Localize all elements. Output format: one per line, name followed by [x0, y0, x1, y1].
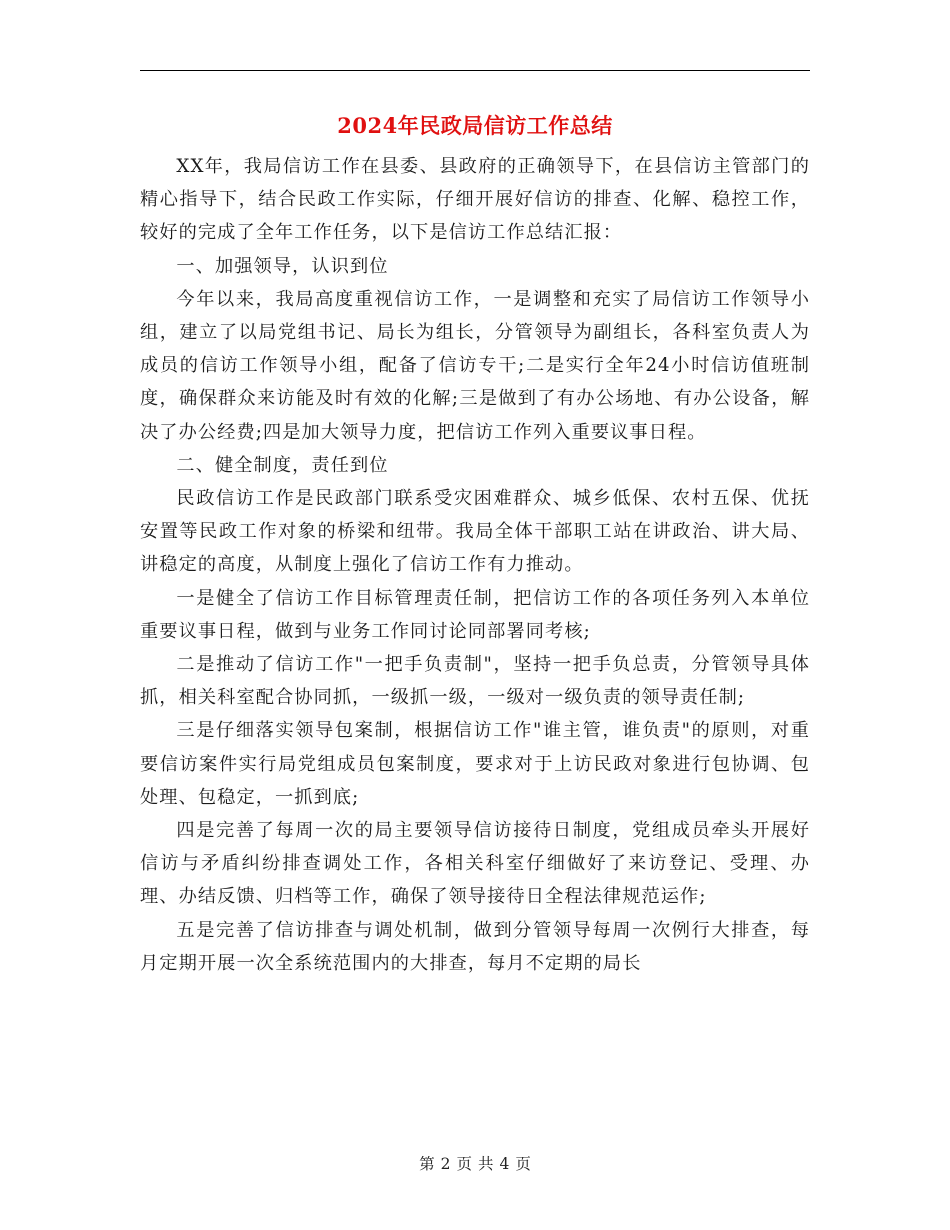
page-suffix: 页 — [515, 1155, 531, 1173]
document-title: 2024年民政局信访工作总结 — [337, 113, 613, 138]
paragraph-item-2: 二是推动了信访工作"一把手负责制"，坚持一把手负总责，分管领导具体抓，相关科室配合协同抓，一级抓一级，一级对一级负责的领导责任制; — [140, 654, 810, 709]
page-mid: 页 — [456, 1155, 472, 1173]
current-page-number: 2 — [440, 1155, 451, 1173]
header-rule — [140, 70, 810, 71]
total-page-count: 4 — [499, 1155, 510, 1173]
page-prefix: 第 — [419, 1155, 435, 1173]
paragraph-item-3: 三是仔细落实领导包案制，根据信访工作"谁主管，谁负责"的原则，对重要信访案件实行局党组成员包案制度，要求对于上访民政对象进行包协调、包处理、包稳定，一抓到底; — [140, 720, 810, 808]
document-body — [140, 150, 810, 980]
paragraph-item-1: 一是健全了信访工作目标管理责任制，把信访工作的各项任务列入本单位重要议事日程，做到与业务工作同讨论同部署同考核; — [140, 587, 810, 642]
page-footer — [0, 1152, 950, 1174]
section-heading-2: 二、健全制度，责任到位 — [176, 454, 389, 476]
paragraph-item-4: 四是完善了每周一次的局主要领导信访接待日制度，党组成员牵头开展好信访与矛盾纠纷排查调处工作，各相关科室仔细做好了来访登记、受理、办理、办结反馈、归档等工作，确保了领导接待日全程法律规范运作; — [140, 820, 810, 908]
paragraph-item-5: 五是完善了信访排查与调处机制，做到分管领导每周一次例行大排查，每月定期开展一次全系统范围内的大排查，每月不定期的局长 — [140, 919, 810, 974]
paragraph-section-1: 今年以来，我局高度重视信访工作，一是调整和充实了局信访工作领导小组，建立了以局党组书记、局长为组长，分管领导为副组长，各科室负责人为成员的信访工作领导小组，配备了信访专干;二是实行全年24小时信访值班制度，确保群众来访能及时有效的化解;三是做到了有办公场地、有办公设备，解决了办公经费;四是加大领导力度，把信访工作列入重要议事日程。 — [140, 288, 810, 443]
paragraph-intro: XX年，我局信访工作在县委、县政府的正确领导下，在县信访主管部门的精心指导下，结合民政工作实际，仔细开展好信访的排查、化解、稳控工作，较好的完成了全年工作任务，以下是信访工作总结汇报： — [140, 156, 810, 244]
section-heading-1: 一、加强领导，认识到位 — [176, 255, 389, 277]
paragraph-section-2: 民政信访工作是民政部门联系受灾困难群众、城乡低保、农村五保、优抚安置等民政工作对象的桥梁和纽带。我局全体干部职工站在讲政治、讲大局、讲稳定的高度，从制度上强化了信访工作有力推动。 — [140, 488, 810, 576]
total-prefix: 共 — [478, 1155, 494, 1173]
